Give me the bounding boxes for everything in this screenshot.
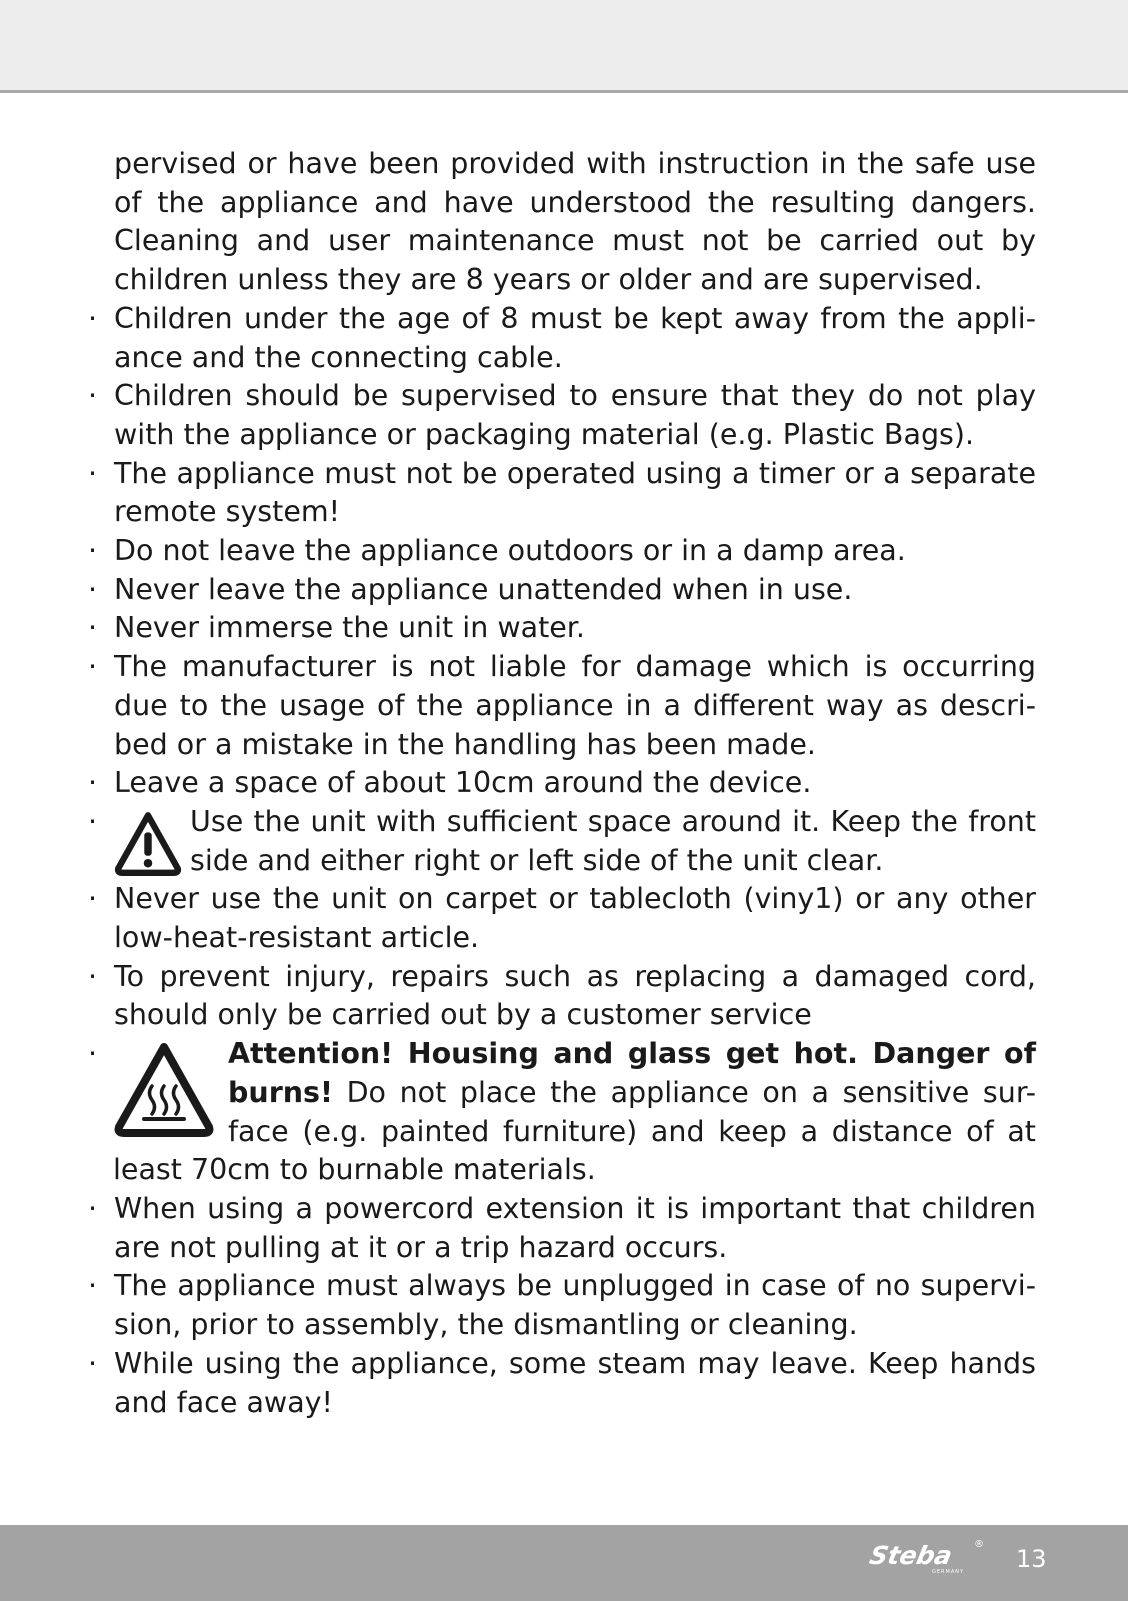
text-line: Cleaning and user maintenance must not be carried out by bbox=[114, 224, 1036, 258]
text-line: Children under the age of 8 must be kept away from the appli- bbox=[114, 301, 1036, 335]
text-line: ance and the connecting cable. bbox=[114, 340, 563, 374]
footer-band bbox=[0, 1525, 1128, 1601]
text-line: and face away! bbox=[114, 1385, 333, 1419]
bullet: · bbox=[88, 1269, 98, 1303]
text-line: Use the unit with sufficient space around it. Keep the front bbox=[190, 804, 1036, 838]
bullet: · bbox=[88, 301, 98, 335]
warning-text bbox=[190, 803, 1036, 880]
burns-label: burns! bbox=[228, 1075, 333, 1109]
text-line: pervised or have been provided with instruction in the safe use bbox=[114, 147, 1036, 180]
header-band bbox=[0, 0, 1128, 93]
bullet: · bbox=[88, 572, 98, 606]
text-line: When using a powercord extension it is important that children bbox=[114, 1191, 1036, 1225]
text-line: The appliance must always be unplugged in case of no supervi- bbox=[114, 1269, 1036, 1303]
text-line: side and either right or left side of the unit clear. bbox=[190, 843, 884, 877]
text-line: face (e.g. painted furniture) and keep a distance of at bbox=[228, 1114, 1036, 1148]
logo-subtitle: GERMANY bbox=[932, 1569, 965, 1575]
bullet: · bbox=[88, 766, 98, 800]
bullet: · bbox=[88, 1037, 98, 1071]
brand-logo bbox=[866, 1539, 988, 1579]
list-item bbox=[88, 609, 1036, 648]
hot-surface-list-item bbox=[88, 1035, 1036, 1190]
text-line: The appliance must not be operated using a timer or a separate bbox=[114, 456, 1036, 490]
text-line: should only be carried out by a customer service bbox=[114, 998, 812, 1032]
text-line: with the appliance or packaging material (e.g. Plastic Bags). bbox=[114, 417, 975, 451]
list-item bbox=[88, 648, 1036, 764]
bullet: · bbox=[88, 611, 98, 645]
text-line: To prevent injury, repairs such as replacing a damaged cord, bbox=[114, 959, 1036, 993]
text-line: are not pulling at it or a trip hazard occurs. bbox=[114, 1230, 728, 1264]
text-line: children unless they are 8 years or older and are supervised. bbox=[114, 263, 983, 297]
text-line: Never immerse the unit in water. bbox=[114, 611, 585, 645]
bullet: · bbox=[88, 1191, 98, 1225]
list-item bbox=[88, 958, 1036, 1035]
list-item bbox=[88, 455, 1036, 532]
text-line: Never leave the appliance unattended when in use. bbox=[114, 572, 853, 606]
warning-triangle-icon bbox=[114, 809, 182, 877]
bullet: · bbox=[88, 379, 98, 413]
list-item bbox=[88, 1190, 1036, 1267]
text-line: Do not leave the appliance outdoors or in a damp area. bbox=[114, 534, 906, 568]
hot-surface-text bbox=[228, 1035, 1036, 1151]
attention-heading: Attention! Housing and glass get hot. Danger of bbox=[228, 1037, 1036, 1071]
text-line: least 70cm to burnable materials. bbox=[113, 1153, 596, 1187]
list-item bbox=[88, 377, 1036, 454]
page-content bbox=[88, 145, 1036, 1422]
list-item bbox=[88, 532, 1036, 571]
text-line: low-heat-resistant article. bbox=[114, 921, 480, 955]
list-item bbox=[88, 1345, 1036, 1422]
list-item bbox=[88, 880, 1036, 957]
bullet: · bbox=[88, 882, 98, 916]
list-item bbox=[88, 571, 1036, 610]
hot-surface-icon bbox=[114, 1041, 214, 1141]
text-line: due to the usage of the appliance in a different way as descri- bbox=[114, 688, 1036, 722]
text-line: of the appliance and have understood the resulting dangers. bbox=[114, 185, 1036, 219]
bullet: · bbox=[88, 534, 98, 568]
list-item bbox=[88, 1267, 1036, 1344]
hot-surface-row bbox=[114, 1035, 1036, 1151]
warning-list-item bbox=[88, 803, 1036, 880]
intro-paragraph bbox=[114, 145, 1036, 300]
registered-mark: ® bbox=[974, 1539, 984, 1550]
bullet: · bbox=[88, 959, 98, 993]
bullet: · bbox=[88, 804, 98, 838]
list-item bbox=[88, 764, 1036, 803]
text-line: Children should be supervised to ensure that they do not play bbox=[114, 379, 1036, 413]
page-number: 13 bbox=[1016, 1545, 1047, 1573]
text-line bbox=[228, 1074, 1036, 1113]
text-line: bed or a mistake in the handling has been made. bbox=[114, 727, 816, 761]
text-line: The manufacturer is not liable for damage which is occurring bbox=[114, 650, 1036, 684]
text-line: Never use the unit on carpet or tablecloth (viny1) or any other bbox=[114, 882, 1036, 916]
bullet: · bbox=[88, 456, 98, 490]
text-fragment: Do not place the appliance on a sensitive sur- bbox=[333, 1075, 1036, 1109]
text-line: Leave a space of about 10cm around the device. bbox=[114, 766, 812, 800]
text-line: remote system! bbox=[114, 495, 341, 529]
text-line: sion, prior to assembly, the dismantling or cleaning. bbox=[114, 1308, 858, 1342]
bullet: · bbox=[88, 650, 98, 684]
list-item bbox=[88, 300, 1036, 377]
logo-wordmark: Steba bbox=[866, 1541, 955, 1570]
text-line: While using the appliance, some steam may leave. Keep hands bbox=[114, 1346, 1036, 1380]
bullet: · bbox=[88, 1346, 98, 1380]
